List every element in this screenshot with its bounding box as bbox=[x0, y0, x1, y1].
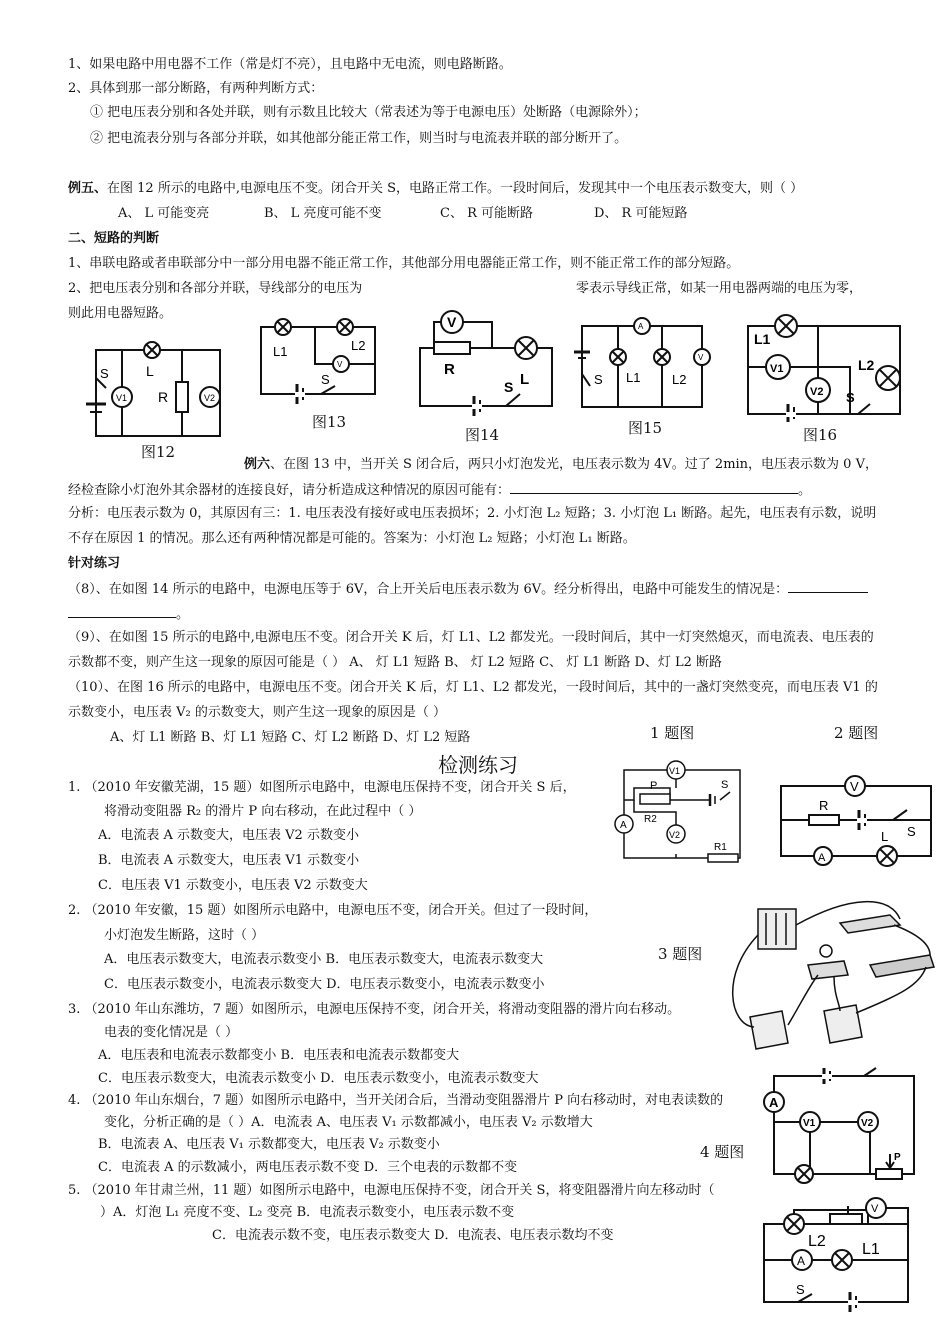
test-q1: 1. （2010 年安徽芜湖，15 题）如图所示电路中，电源电压保持不变，闭合开关 S 后， bbox=[68, 780, 576, 795]
punct: 。 bbox=[798, 483, 812, 498]
figure-16 bbox=[740, 312, 915, 422]
example-6 bbox=[244, 456, 878, 474]
question-9-cont: 示数都不变，则产生这一现象的原因可能是（ ） A、 灯 L1 短路 B、 灯 L2 短路 C、 灯 L1 断路 D、灯 L2 断路 bbox=[68, 655, 723, 670]
fig16-label-l2: L2 bbox=[858, 357, 875, 373]
text-line: 2、把电压表分别和各部分并联，导线部分的电压为 bbox=[68, 281, 363, 296]
test-q5: 5. （2010 年甘肃兰州，11 题）如图所示电路中，电源电压保持不变，闭合开关 S，将变阻器滑片向左移动时（ bbox=[68, 1183, 715, 1198]
answer-blank[interactable] bbox=[510, 481, 798, 494]
text-line: ② 把电流表分别与各部分并联，如其他部分能正常工作，则当时与电流表并联的部分断开了。 bbox=[90, 131, 628, 146]
fig14-label-s: S bbox=[504, 379, 514, 395]
fig-caption-3: 3 题图 bbox=[658, 945, 703, 963]
fig16-label-v1: V1 bbox=[770, 363, 784, 375]
question-9: （9）、在如图 15 所示的电路中,电源电压不变。闭合开关 K 后，灯 L1、L2 都发光。一段时间后，其中一灯突然熄灭，而电流表、电压表的 bbox=[68, 630, 874, 645]
fig13-label-l1: L1 bbox=[273, 344, 288, 359]
test-q5-cont: ）A．灯泡 L₁ 亮度不变、L₂ 变亮 B．电流表示数变小，电压表示数不变 bbox=[100, 1205, 515, 1220]
text-line: 1、如果电路中用电器不工作（常是灯不亮），且电路中无电流，则电路断路。 bbox=[68, 57, 512, 72]
text-line: 不存在原因 1 的情况。那么还有两种情况都是可能的。答案为：小灯泡 L₂ 短路；小灯泡 L₁ 断路。 bbox=[68, 531, 636, 546]
test-q4-cd: C．电流表 A 的示数减小，两电压表示数不变 D．三个电表的示数都不变 bbox=[98, 1160, 518, 1175]
fig15-label-l1: L1 bbox=[626, 370, 641, 385]
option-a: A、 L 可能变亮 bbox=[118, 206, 210, 221]
question-10-options: A、灯 L1 断路 B、灯 L1 短路 C、灯 L2 断路 D、灯 L2 短路 bbox=[110, 730, 471, 745]
figure-13 bbox=[255, 312, 385, 407]
test-q1-b: B．电流表 A 示数变大，电压表 V1 示数变小 bbox=[98, 853, 360, 868]
figure-14-caption: 图14 bbox=[465, 426, 500, 444]
figure-14 bbox=[412, 306, 562, 426]
tf1-label-v1: V1 bbox=[669, 766, 681, 776]
fig15-label-s: S bbox=[594, 372, 603, 387]
fig12-label-r: R bbox=[158, 389, 169, 405]
section-heading: 针对练习 bbox=[68, 556, 121, 571]
tf4-label-v1: V1 bbox=[803, 1118, 816, 1129]
fig14-label-v: V bbox=[447, 314, 457, 330]
test-q2: 2. （2010 年安徽，15 题）如图所示电路中，电源电压不变，闭合开关。但过了一段时间， bbox=[68, 903, 598, 918]
option-c: C、 R 可能断路 bbox=[440, 206, 533, 221]
question-10: （10）、在图 16 所示的电路中，电源电压不变。闭合开关 K 后，灯 L1、L2 都发光，一段时间后，其中的一盏灯突然变亮，而电压表 V1 的 bbox=[68, 680, 878, 695]
text-line: 2、具体到那一部分断路，有两种判断方式： bbox=[68, 81, 324, 96]
tf5-label-l1: L1 bbox=[862, 1241, 880, 1258]
question-text: 在图 12 所示的电路中,电源电压不变。闭合开关 S，电路正常工作。一段时间后，发现其中一个电压表示数变大，则（ ） bbox=[107, 181, 804, 196]
option-b: B、 L 亮度可能不变 bbox=[264, 206, 382, 221]
fig-caption-2: 2 题图 bbox=[834, 724, 879, 742]
section-title: 检测练习 bbox=[438, 753, 518, 777]
fig12-label-v1: V1 bbox=[116, 393, 128, 403]
test-figure-2 bbox=[775, 768, 935, 870]
test-q4-cont: 变化，分析正确的是（ ）A．电流表 A、电压表 V₁ 示数都减小，电压表 V₂ 示数增大 bbox=[104, 1115, 593, 1130]
fig15-label-l2: L2 bbox=[672, 372, 687, 387]
fig14-label-l: L bbox=[520, 371, 530, 388]
fig16-label-v2: V2 bbox=[810, 386, 824, 398]
fig13-label-l2: L2 bbox=[351, 338, 366, 353]
tf2-label-r: R bbox=[819, 798, 829, 813]
tf2-label-s: S bbox=[907, 824, 916, 839]
test-q1-a: A．电流表 A 示数变大，电压表 V2 示数变小 bbox=[98, 828, 359, 843]
test-q3-cd: C．电压表示数变大，电流表示数变小 D．电压表示数变小，电流表示数变大 bbox=[98, 1071, 539, 1086]
tf1-label-v2: V2 bbox=[669, 830, 681, 840]
fig13-label-v: V bbox=[337, 360, 343, 369]
fig16-label-s: S bbox=[846, 390, 855, 405]
question-10-cont: 示数变小，电压表 V₂ 的示数变大，则产生这一现象的原因是（ ） bbox=[68, 705, 446, 720]
fig12-label-v2: V2 bbox=[204, 393, 216, 403]
test-q1-cont: 将滑动变阻器 R₂ 的滑片 P 向右移动，在此过程中（ ） bbox=[104, 804, 422, 819]
fig12-label-s: S bbox=[100, 366, 109, 381]
answer-blank[interactable] bbox=[788, 580, 868, 593]
test-figure-1 bbox=[610, 752, 760, 864]
tf4-label-v2: V2 bbox=[861, 1118, 874, 1129]
tf5-label-v: V bbox=[871, 1203, 879, 1215]
fig-caption-4: 4 题图 bbox=[700, 1143, 745, 1161]
test-q3: 3. （2010 年山东潍坊，7 题）如图所示，电源电压保持不变，闭合开关，将滑动变阻器的滑片向右移动。 bbox=[68, 1002, 681, 1017]
option-d: D、 R 可能短路 bbox=[594, 206, 688, 221]
question-8 bbox=[68, 580, 868, 599]
text-line: 则此用电器短路。 bbox=[68, 306, 173, 321]
test-q2-ab: A．电压表示数变大，电流表示数变小 B．电压表示数变大，电流表示数变大 bbox=[104, 952, 544, 967]
example-label: 例六 bbox=[244, 457, 271, 472]
test-figure-5 bbox=[758, 1188, 918, 1312]
section-heading: 二、短路的判断 bbox=[68, 231, 160, 246]
question-text: 经检查除小灯泡外其余器材的连接良好，请分析造成这种情况的原因可能有： bbox=[68, 483, 511, 498]
test-q4-b: B．电流表 A、电压表 V₁ 示数都变大，电压表 V₂ 示数变小 bbox=[98, 1137, 440, 1152]
fig15-label-v: V bbox=[698, 353, 704, 362]
text-line: ① 把电压表分别和各处并联，则有示数且比较大（常表述为等于电源电压）处断路（电源除外）； bbox=[90, 105, 647, 120]
tf1-label-a: A bbox=[620, 820, 627, 831]
example-label: 例五、 bbox=[68, 181, 108, 196]
tf1-label-s: S bbox=[721, 779, 729, 791]
tf5-label-s: S bbox=[796, 1282, 805, 1297]
tf2-label-a: A bbox=[818, 852, 826, 864]
text-line: 分析：电压表示数为 0，其原因有三：1. 电压表没有接好或电压表损坏；2. 小灯泡 L₂ 短路；3. 小灯泡 L₁ 断路。起先，电压表有示数，说明 bbox=[68, 506, 877, 521]
tf5-label-a: A bbox=[797, 1254, 806, 1268]
figure-15-caption: 图15 bbox=[628, 419, 663, 437]
test-q1-c: C．电压表 V1 示数变小，电压表 V2 示数变大 bbox=[98, 878, 368, 893]
tf2-label-v: V bbox=[850, 779, 859, 794]
text-line bbox=[68, 481, 811, 500]
tf1-label-p: P bbox=[650, 780, 658, 792]
test-figure-4 bbox=[760, 1064, 920, 1188]
test-q2-cont: 小灯泡发生断路，这时（ ） bbox=[104, 928, 265, 943]
test-figure-3 bbox=[730, 895, 940, 1055]
fig13-label-s: S bbox=[321, 372, 330, 387]
test-q4: 4. （2010 年山东烟台，7 题）如图所示电路中，当开关闭合后，当滑动变阻器滑片 P 向右移动时，对电表读数的 bbox=[68, 1093, 724, 1108]
tf5-label-l2: L2 bbox=[808, 1233, 826, 1250]
example-5 bbox=[68, 180, 803, 198]
fig15-label-a: A bbox=[638, 322, 644, 331]
answer-blank[interactable] bbox=[68, 605, 176, 618]
test-q3-ab: A．电压表和电流表示数都变小 B．电压表和电流表示数都变大 bbox=[98, 1048, 460, 1063]
tf4-label-p: P bbox=[894, 1152, 901, 1163]
fig12-label-l: L bbox=[146, 363, 154, 379]
text-line: 零表示导线正常，如某一用电器两端的电压为零， bbox=[576, 281, 863, 296]
question-8-cont bbox=[68, 605, 189, 624]
fig14-label-r: R bbox=[444, 361, 455, 378]
tf1-label-r1: R1 bbox=[714, 842, 727, 853]
test-q3-cont: 电表的变化情况是（ ） bbox=[104, 1025, 239, 1040]
tf1-label-r2: R2 bbox=[644, 814, 657, 825]
figure-13-caption: 图13 bbox=[312, 413, 347, 431]
punct: 。 bbox=[176, 607, 190, 622]
text-line: 1、串联电路或者串联部分中一部分用电器不能正常工作，其他部分用电器能正常工作，则不能正常工作的部分短路。 bbox=[68, 256, 740, 271]
fig16-label-l1: L1 bbox=[754, 331, 771, 347]
test-q2-cd: C．电压表示数变小，电流表示数变大 D．电压表示数变小，电流表示数变小 bbox=[104, 977, 545, 992]
tf2-label-l: L bbox=[881, 829, 889, 844]
test-q5-cd: C．电流表示数不变，电压表示数变大 D．电流表、电压表示数均不变 bbox=[212, 1228, 614, 1243]
tf4-label-a: A bbox=[769, 1095, 779, 1110]
figure-12-caption: 图12 bbox=[141, 443, 176, 461]
question-text: （8）、在如图 14 所示的电路中，电源电压等于 6V，合上开关后电压表示数为 6V。经分析得出，电路中可能发生的情况是： bbox=[68, 582, 789, 597]
fig-caption-1: 1 题图 bbox=[650, 724, 695, 742]
figure-15 bbox=[570, 312, 715, 412]
figure-16-caption: 图16 bbox=[803, 426, 838, 444]
question-text: 、在图 13 中，当开关 S 闭合后，两只小灯泡发光，电压表示数为 4V。过了 2min，电压表示数为 0 V， bbox=[270, 457, 878, 472]
